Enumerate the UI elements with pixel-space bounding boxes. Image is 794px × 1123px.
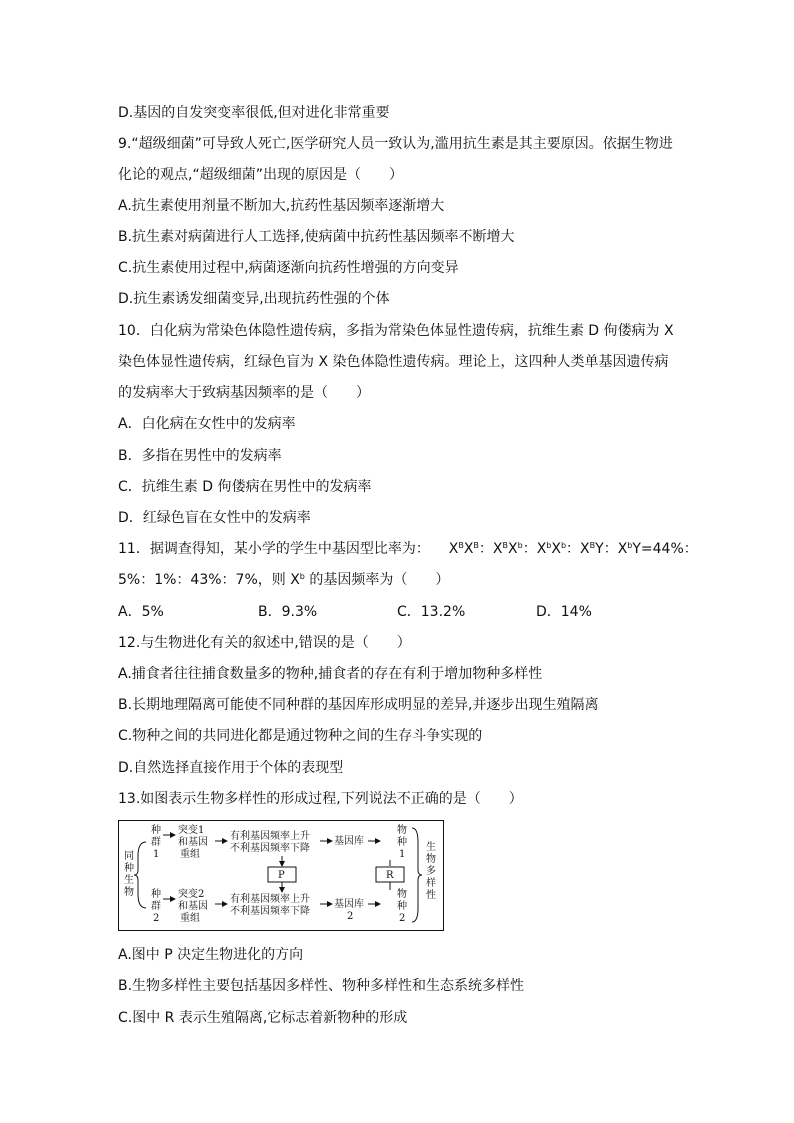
svg-text:1: 1 bbox=[399, 849, 406, 860]
svg-text:性: 性 bbox=[426, 890, 436, 901]
q11-stem-line2: 5%：1%：43%：7%，则 $X^b$ 的基因频率为（ ） bbox=[118, 572, 450, 588]
q13-option-c: C.图中 R 表示生殖隔离,它标志着新物种的形成 bbox=[118, 1010, 408, 1026]
q9-option-b: B.抗生素对病菌进行人工选择,使病菌中抗药性基因频率不断增大 bbox=[118, 229, 515, 245]
svg-text:物: 物 bbox=[397, 825, 407, 836]
q11-option-d: D．14% bbox=[536, 604, 592, 620]
species-2-label bbox=[397, 887, 407, 924]
mutation-2-label bbox=[178, 887, 208, 924]
q11-genotype-0: $X^BX^B$： bbox=[448, 541, 493, 557]
svg-text:群: 群 bbox=[151, 901, 161, 912]
svg-text:2: 2 bbox=[347, 911, 354, 922]
q11-option-c: C．13.2% bbox=[397, 604, 466, 620]
left-brace bbox=[134, 842, 146, 908]
svg-text:重组: 重组 bbox=[180, 913, 200, 924]
svg-text:种: 种 bbox=[397, 901, 407, 912]
svg-text:种: 种 bbox=[151, 825, 161, 836]
gene-pool-1: 基因库 bbox=[334, 836, 364, 847]
q10-stem-line2: 染色体显性遗传病，红绿色盲为 X 染色体隐性遗传病。理论上，这四种人类单基因遗传病 bbox=[118, 354, 669, 370]
q11-genotype-1: $X^BX^b$： bbox=[492, 541, 537, 557]
biodiversity-label bbox=[426, 840, 436, 901]
q12-stem: 12.与生物进化有关的叙述中,错误的是（ ） bbox=[118, 635, 411, 651]
q10-option-d: D．红绿色盲在女性中的发病率 bbox=[118, 510, 311, 526]
q11-option-b: B．9.3% bbox=[258, 604, 318, 620]
q9-stem-line1: 9.“超级细菌”可导致人死亡,医学研究人员一致认为,滥用抗生素是其主要原因。依据生物进 bbox=[118, 136, 673, 152]
r-box-label: R bbox=[386, 870, 394, 881]
same-species-label bbox=[124, 850, 134, 898]
q10-stem-line3: 的发病率大于致病基因频率的是（ ） bbox=[118, 385, 370, 401]
svg-text:突变1: 突变1 bbox=[178, 825, 205, 836]
q11-genotype-3: $X^BY$： bbox=[580, 541, 618, 557]
biodiversity-diagram bbox=[118, 820, 444, 931]
svg-text:同: 同 bbox=[124, 851, 134, 862]
svg-text:群: 群 bbox=[151, 837, 161, 848]
mutation-1-label bbox=[178, 823, 208, 860]
species-1-label bbox=[397, 823, 407, 860]
q13-option-a: A.图中 P 决定生物进化的方向 bbox=[118, 947, 304, 963]
svg-text:1: 1 bbox=[153, 849, 160, 860]
svg-text:不利基因频率下降: 不利基因频率下降 bbox=[230, 843, 310, 854]
frequency-change-1 bbox=[230, 829, 310, 854]
svg-text:种: 种 bbox=[151, 889, 161, 900]
svg-text:种: 种 bbox=[124, 863, 134, 874]
q10-stem-line1: 10．白化病为常染色体隐性遗传病，多指为常染色体显性遗传病，抗维生素 D 佝偻病为 X bbox=[118, 323, 674, 339]
q12-option-b: B.长期地理隔离可能使不同种群的基因库形成明显的差异,并逐步出现生殖隔离 bbox=[118, 697, 599, 713]
q9-option-a: A.抗生素使用剂量不断加大,抗药性基因频率逐渐增大 bbox=[118, 198, 445, 214]
svg-text:基因库: 基因库 bbox=[334, 899, 364, 910]
q12-option-a: A.捕食者往往捕食数量多的物种,捕食者的存在有利于增加物种多样性 bbox=[118, 666, 543, 682]
svg-text:物: 物 bbox=[397, 889, 407, 900]
svg-text:生: 生 bbox=[426, 842, 436, 853]
frequency-change-2 bbox=[230, 892, 310, 917]
gene-pool-2 bbox=[334, 897, 364, 922]
q11-stem-prefix: 11．据调查得知，某小学的学生中基因型比率为： bbox=[118, 541, 430, 557]
q12-option-c: C.物种之间的共同进化都是通过物种之间的生存斗争实现的 bbox=[118, 728, 483, 744]
svg-text:有利基因频率上升: 有利基因频率上升 bbox=[230, 831, 310, 842]
svg-text:2: 2 bbox=[153, 913, 160, 924]
q10-option-c: C．抗维生素 D 佝偻病在男性中的发病率 bbox=[118, 479, 372, 495]
svg-text:有利基因频率上升: 有利基因频率上升 bbox=[230, 894, 310, 905]
q10-option-b: B．多指在男性中的发病率 bbox=[118, 448, 282, 464]
q12-option-d: D.自然选择直接作用于个体的表现型 bbox=[118, 760, 344, 776]
svg-text:2: 2 bbox=[399, 913, 406, 924]
svg-text:多: 多 bbox=[426, 866, 436, 877]
svg-text:种: 种 bbox=[397, 837, 407, 848]
population-1-label bbox=[151, 823, 161, 860]
svg-text:生: 生 bbox=[124, 875, 134, 886]
svg-text:突变2: 突变2 bbox=[178, 889, 205, 900]
svg-text:和基因: 和基因 bbox=[178, 837, 208, 848]
q9-stem-line2: 化论的观点,“超级细菌”出现的原因是（ ） bbox=[118, 167, 403, 183]
q9-option-c: C.抗生素使用过程中,病菌逐渐向抗药性增强的方向变异 bbox=[118, 260, 459, 276]
svg-text:物: 物 bbox=[124, 887, 134, 898]
q8-option-d: D.基因的自发突变率很低,但对进化非常重要 bbox=[118, 105, 390, 121]
svg-text:样: 样 bbox=[426, 878, 436, 889]
p-box-label: P bbox=[278, 870, 285, 881]
q13-stem: 13.如图表示生物多样性的形成过程,下列说法不正确的是（ ） bbox=[118, 791, 523, 807]
svg-text:重组: 重组 bbox=[180, 849, 200, 860]
svg-text:和基因: 和基因 bbox=[178, 901, 208, 912]
svg-text:不利基因频率下降: 不利基因频率下降 bbox=[230, 906, 310, 917]
svg-text:物: 物 bbox=[426, 854, 436, 865]
q13-option-b: B.生物多样性主要包括基因多样性、物种多样性和生态系统多样性 bbox=[118, 978, 525, 994]
q11-genotype-2: $X^bX^b$： bbox=[536, 541, 581, 557]
q10-option-a: A．白化病在女性中的发病率 bbox=[118, 416, 296, 432]
q9-option-d: D.抗生素诱发细菌变异,出现抗药性强的个体 bbox=[118, 291, 390, 307]
q11-genotype-4: $X^bY=44\%$： bbox=[617, 541, 698, 557]
right-brace bbox=[412, 828, 422, 922]
population-2-label bbox=[151, 887, 161, 924]
q11-stem-line1 bbox=[118, 540, 698, 558]
q11-option-a: A．5% bbox=[118, 604, 164, 620]
